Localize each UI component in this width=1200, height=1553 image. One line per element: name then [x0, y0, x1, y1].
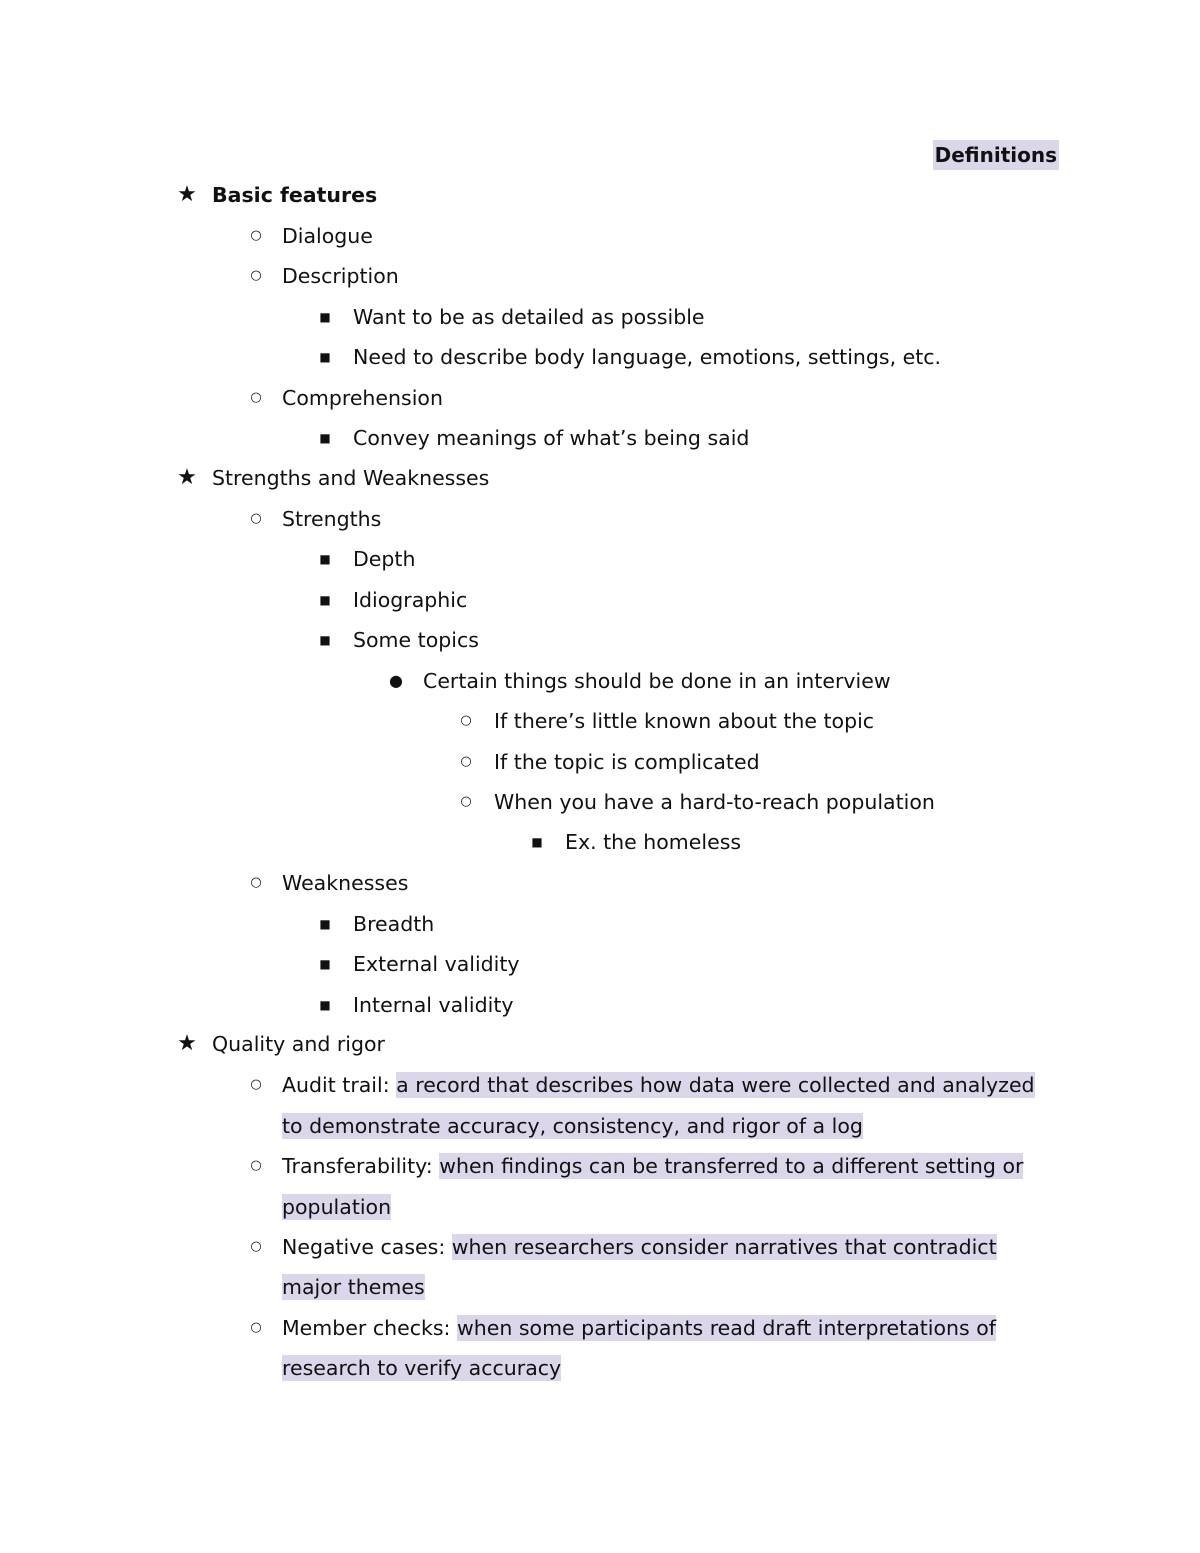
list-item-text: Basic features — [212, 183, 378, 207]
definition-text-highlighted: major themes — [282, 1275, 425, 1299]
definition-line — [282, 1065, 1035, 1106]
filled-square-bullet-icon: ■ — [319, 998, 331, 1012]
definition-line — [282, 1227, 997, 1268]
list-item-text: External validity — [353, 952, 520, 976]
star-bullet-icon: ★ — [177, 182, 197, 207]
hollow-circle-bullet-icon: ○ — [250, 1320, 262, 1335]
hollow-circle-bullet-icon: ○ — [250, 1158, 262, 1173]
filled-square-bullet-icon: ■ — [319, 593, 331, 607]
list-item-text: Dialogue — [282, 224, 373, 248]
definition-line — [282, 1308, 996, 1349]
definition-text-highlighted: when researchers consider narratives that contradict — [451, 1235, 997, 1259]
list-item-text: Ex. the homeless — [565, 830, 742, 854]
definition-text-highlighted: a record that describes how data were collected and analyzed — [396, 1073, 1035, 1097]
filled-square-bullet-icon: ■ — [531, 835, 543, 849]
definition-text-highlighted: population — [282, 1195, 392, 1219]
list-item-text: Quality and rigor — [212, 1032, 385, 1056]
hollow-circle-bullet-icon: ○ — [250, 390, 262, 405]
definition-text-highlighted: when findings can be transferred to a different setting or — [439, 1154, 1024, 1178]
hollow-circle-bullet-icon: ○ — [250, 1077, 262, 1092]
filled-square-bullet-icon: ■ — [319, 917, 331, 931]
filled-square-bullet-icon: ■ — [319, 310, 331, 324]
filled-dot-bullet-icon: ● — [389, 671, 403, 690]
star-bullet-icon: ★ — [177, 465, 197, 490]
list-item-text: If there’s little known about the topic — [494, 709, 875, 733]
filled-square-bullet-icon: ■ — [319, 957, 331, 971]
definition-line — [282, 1146, 1023, 1187]
list-item-text: Weaknesses — [282, 871, 409, 895]
filled-square-bullet-icon: ■ — [319, 431, 331, 445]
list-item-text: Idiographic — [353, 588, 468, 612]
list-item-text: Depth — [353, 547, 416, 571]
list-item-text: If the topic is complicated — [494, 750, 760, 774]
list-item-text: Need to describe body language, emotions, settings, etc. — [353, 345, 942, 369]
definition-term: Audit trail: — [282, 1073, 390, 1097]
list-item-text: Breadth — [353, 912, 435, 936]
hollow-circle-bullet-icon: ○ — [250, 511, 262, 526]
hollow-circle-bullet-icon: ○ — [250, 875, 262, 890]
definition-text-highlighted: to demonstrate accuracy, consistency, and rigor of a log — [282, 1114, 863, 1138]
definition-term: Member checks: — [282, 1316, 451, 1340]
page-title: Definitions — [933, 140, 1059, 170]
star-bullet-icon: ★ — [177, 1031, 197, 1056]
filled-square-bullet-icon: ■ — [319, 633, 331, 647]
list-item-text: Comprehension — [282, 386, 443, 410]
hollow-circle-bullet-icon: ○ — [250, 1239, 262, 1254]
list-item-text: Strengths — [282, 507, 382, 531]
hollow-circle-bullet-icon: ○ — [250, 228, 262, 243]
definition-term: Negative cases: — [282, 1235, 446, 1259]
list-item-text: Want to be as detailed as possible — [353, 305, 705, 329]
list-item-text: When you have a hard-to-reach population — [494, 790, 935, 814]
filled-square-bullet-icon: ■ — [319, 350, 331, 364]
list-item-text: Some topics — [353, 628, 479, 652]
hollow-circle-bullet-icon: ○ — [250, 268, 262, 283]
list-item-text: Certain things should be done in an interview — [423, 669, 891, 693]
list-item-text: Strengths and Weaknesses — [212, 466, 490, 490]
filled-square-bullet-icon: ■ — [319, 552, 331, 566]
hollow-circle-bullet-icon: ○ — [460, 754, 472, 769]
list-item-text: Internal validity — [353, 993, 514, 1017]
definition-text-highlighted: research to verify accuracy — [282, 1356, 562, 1380]
list-item-text: Convey meanings of what’s being said — [353, 426, 750, 450]
definition-term: Transferability: — [282, 1154, 433, 1178]
hollow-circle-bullet-icon: ○ — [460, 713, 472, 728]
definition-text-highlighted: when some participants read draft interpretations of — [456, 1316, 996, 1340]
hollow-circle-bullet-icon: ○ — [460, 794, 472, 809]
list-item-text: Description — [282, 264, 399, 288]
